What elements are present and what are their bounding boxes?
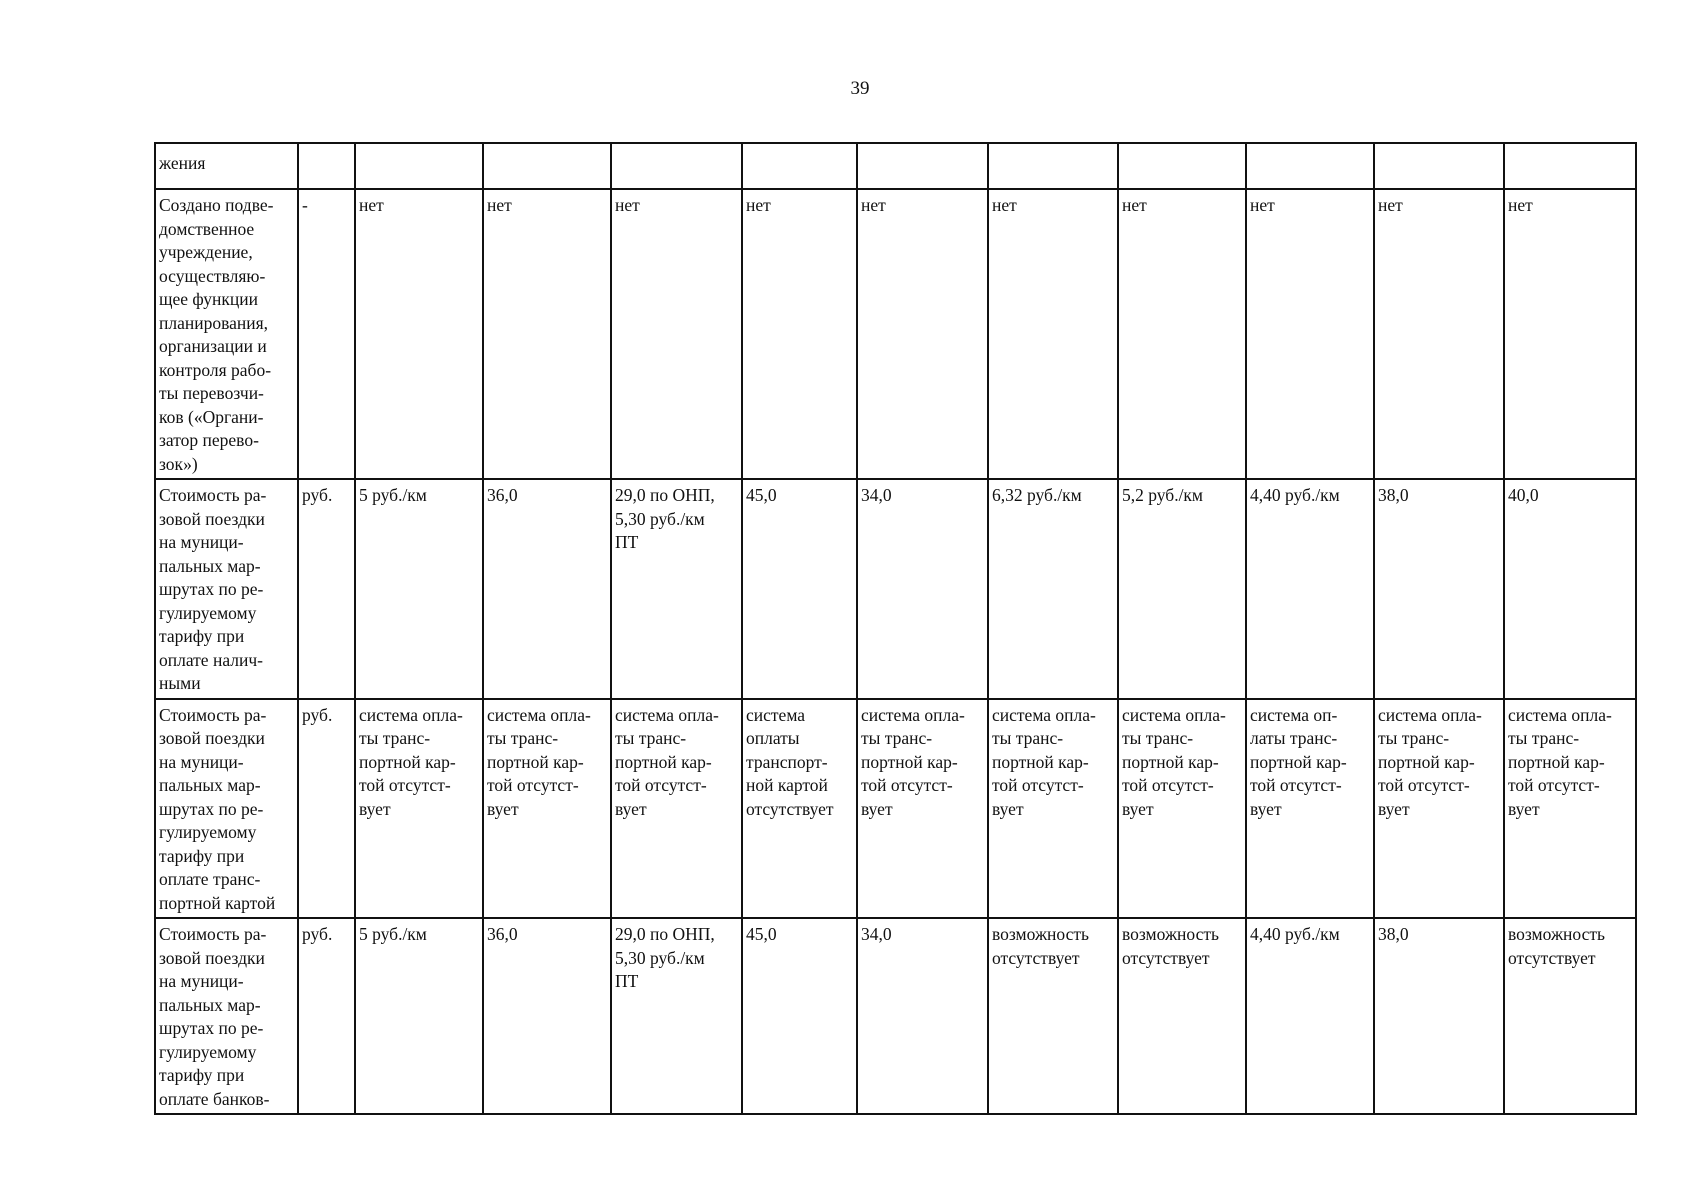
table-cell: нет: [742, 189, 857, 479]
page-number: 39: [850, 78, 870, 99]
table-cell: возможность отсутствует: [1118, 918, 1246, 1114]
row-label: жения: [155, 143, 298, 189]
row-label: Стоимость ра- зовой поездки на муници- пальных мар- шрутах по ре- гулируемому тарифу при оплате банков-: [155, 918, 298, 1114]
table-cell: система опла- ты транс- портной кар- той отсутст- вует: [857, 699, 988, 919]
table-cell: 34,0: [857, 479, 988, 699]
table-cell: [1504, 143, 1636, 189]
table-cell: руб.: [298, 918, 355, 1114]
table-cell: [611, 143, 742, 189]
table-cell: 36,0: [483, 479, 611, 699]
table-row: [155, 699, 1636, 919]
table-cell: 4,40 руб./км: [1246, 479, 1374, 699]
row-label: Создано подве- домственное учреждение, осуществляю- щее функции планирования, организации и контроля рабо- ты перевозчи- ков («Органи- затор перево- зок»): [155, 189, 298, 479]
table-cell: система опла- ты транс- портной кар- той отсутст- вует: [483, 699, 611, 919]
table-cell: 5,2 руб./км: [1118, 479, 1246, 699]
table-cell: [483, 143, 611, 189]
table-cell: нет: [1118, 189, 1246, 479]
table-cell: система оп- латы транс- портной кар- той отсутст- вует: [1246, 699, 1374, 919]
table-cell: [355, 143, 483, 189]
table-cell: нет: [1374, 189, 1504, 479]
table-cell: 6,32 руб./км: [988, 479, 1118, 699]
table-cell: 36,0: [483, 918, 611, 1114]
table-cell: -: [298, 189, 355, 479]
table-cell: [742, 143, 857, 189]
table-cell: 5 руб./км: [355, 479, 483, 699]
table-cell: система опла- ты транс- портной кар- той отсутст- вует: [355, 699, 483, 919]
row-label: Стоимость ра- зовой поездки на муници- пальных мар- шрутах по ре- гулируемому тарифу при оплате транс- портной картой: [155, 699, 298, 919]
table-cell: 45,0: [742, 479, 857, 699]
table-cell: возможность отсутствует: [988, 918, 1118, 1114]
table-cell: 40,0: [1504, 479, 1636, 699]
table-cell: 45,0: [742, 918, 857, 1114]
table-cell: система оплаты транспорт- ной картой отсутствует: [742, 699, 857, 919]
table-row: [155, 189, 1636, 479]
table-cell: [1118, 143, 1246, 189]
table-cell: нет: [483, 189, 611, 479]
table-cell: 4,40 руб./км: [1246, 918, 1374, 1114]
table-cell: [1246, 143, 1374, 189]
table-row: [155, 143, 1636, 189]
table-cell: система опла- ты транс- портной кар- той отсутст- вует: [611, 699, 742, 919]
table-cell: система опла- ты транс- портной кар- той отсутст- вует: [1504, 699, 1636, 919]
table-cell: руб.: [298, 479, 355, 699]
table-cell: система опла- ты транс- портной кар- той отсутст- вует: [1118, 699, 1246, 919]
table-cell: 38,0: [1374, 479, 1504, 699]
table-cell: нет: [355, 189, 483, 479]
table-body: [155, 143, 1636, 1114]
table-cell: [298, 143, 355, 189]
data-table: [154, 142, 1637, 1115]
table-cell: 29,0 по ОНП, 5,30 руб./км ПТ: [611, 918, 742, 1114]
table-cell: нет: [988, 189, 1118, 479]
table-cell: нет: [857, 189, 988, 479]
table-cell: нет: [611, 189, 742, 479]
table-cell: система опла- ты транс- портной кар- той отсутст- вует: [988, 699, 1118, 919]
table-cell: 29,0 по ОНП, 5,30 руб./км ПТ: [611, 479, 742, 699]
row-label: Стоимость ра- зовой поездки на муници- пальных мар- шрутах по ре- гулируемому тарифу при оплате налич- ными: [155, 479, 298, 699]
table-cell: [988, 143, 1118, 189]
table-cell: руб.: [298, 699, 355, 919]
table-cell: 34,0: [857, 918, 988, 1114]
table-cell: 5 руб./км: [355, 918, 483, 1114]
table-row: [155, 918, 1636, 1114]
table-cell: [857, 143, 988, 189]
table-cell: возможность отсутствует: [1504, 918, 1636, 1114]
table-cell: нет: [1504, 189, 1636, 479]
table-cell: нет: [1246, 189, 1374, 479]
table-cell: [1374, 143, 1504, 189]
table-row: [155, 479, 1636, 699]
table-cell: 38,0: [1374, 918, 1504, 1114]
table-cell: система опла- ты транс- портной кар- той отсутст- вует: [1374, 699, 1504, 919]
